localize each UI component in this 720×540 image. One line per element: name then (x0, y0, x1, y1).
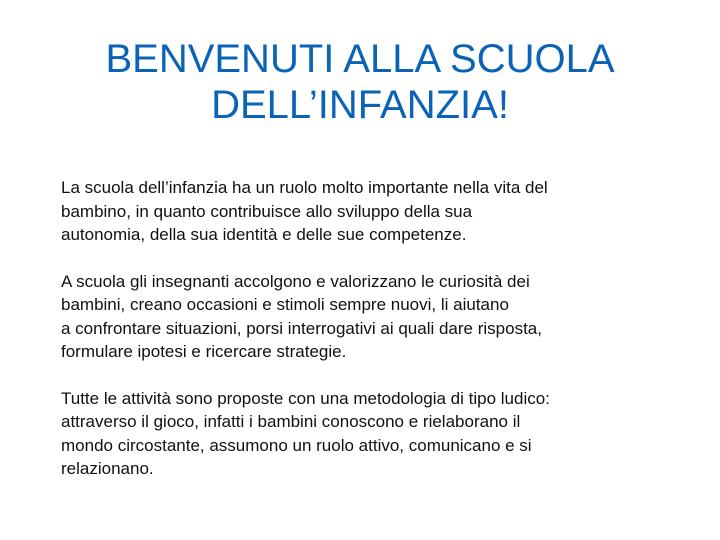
paragraph-teachers (61, 270, 671, 364)
paragraph-line: A scuola gli insegnanti accolgono e valorizzano le curiosità dei (61, 271, 530, 291)
paragraph-intro (61, 176, 671, 247)
paragraph-line: a confrontare situazioni, porsi interrogativi ai quali dare risposta, (61, 318, 542, 338)
paragraph-line: Tutte le attività sono proposte con una metodologia di tipo ludico: (61, 388, 550, 408)
paragraph-line: formulare ipotesi e ricercare strategie. (61, 342, 347, 361)
paragraph-line: autonomia, della sua identità e delle sue competenze. (61, 225, 467, 244)
paragraph-line: mondo circostante, assumono un ruolo attivo, comunicano e si (61, 435, 532, 455)
paragraph-line: attraverso il gioco, infatti i bambini conoscono e rielaborano il (61, 412, 521, 431)
paragraph-line: relazionano. (61, 459, 154, 478)
slide-title-line-2: DELL’INFANZIA! (211, 83, 509, 127)
slide-body (61, 176, 671, 504)
paragraph-line: La scuola dell’infanzia ha un ruolo molto importante nella vita del (61, 178, 548, 197)
paragraph-line: bambini, creano occasioni e stimoli sempre nuovi, li aiutano (61, 295, 509, 314)
slide-title-line-1: BENVENUTI ALLA SCUOLA (105, 37, 615, 81)
slide-title (40, 36, 680, 128)
paragraph-activities (61, 387, 671, 481)
paragraph-line: bambino, in quanto contribuisce allo sviluppo della sua (61, 201, 473, 221)
